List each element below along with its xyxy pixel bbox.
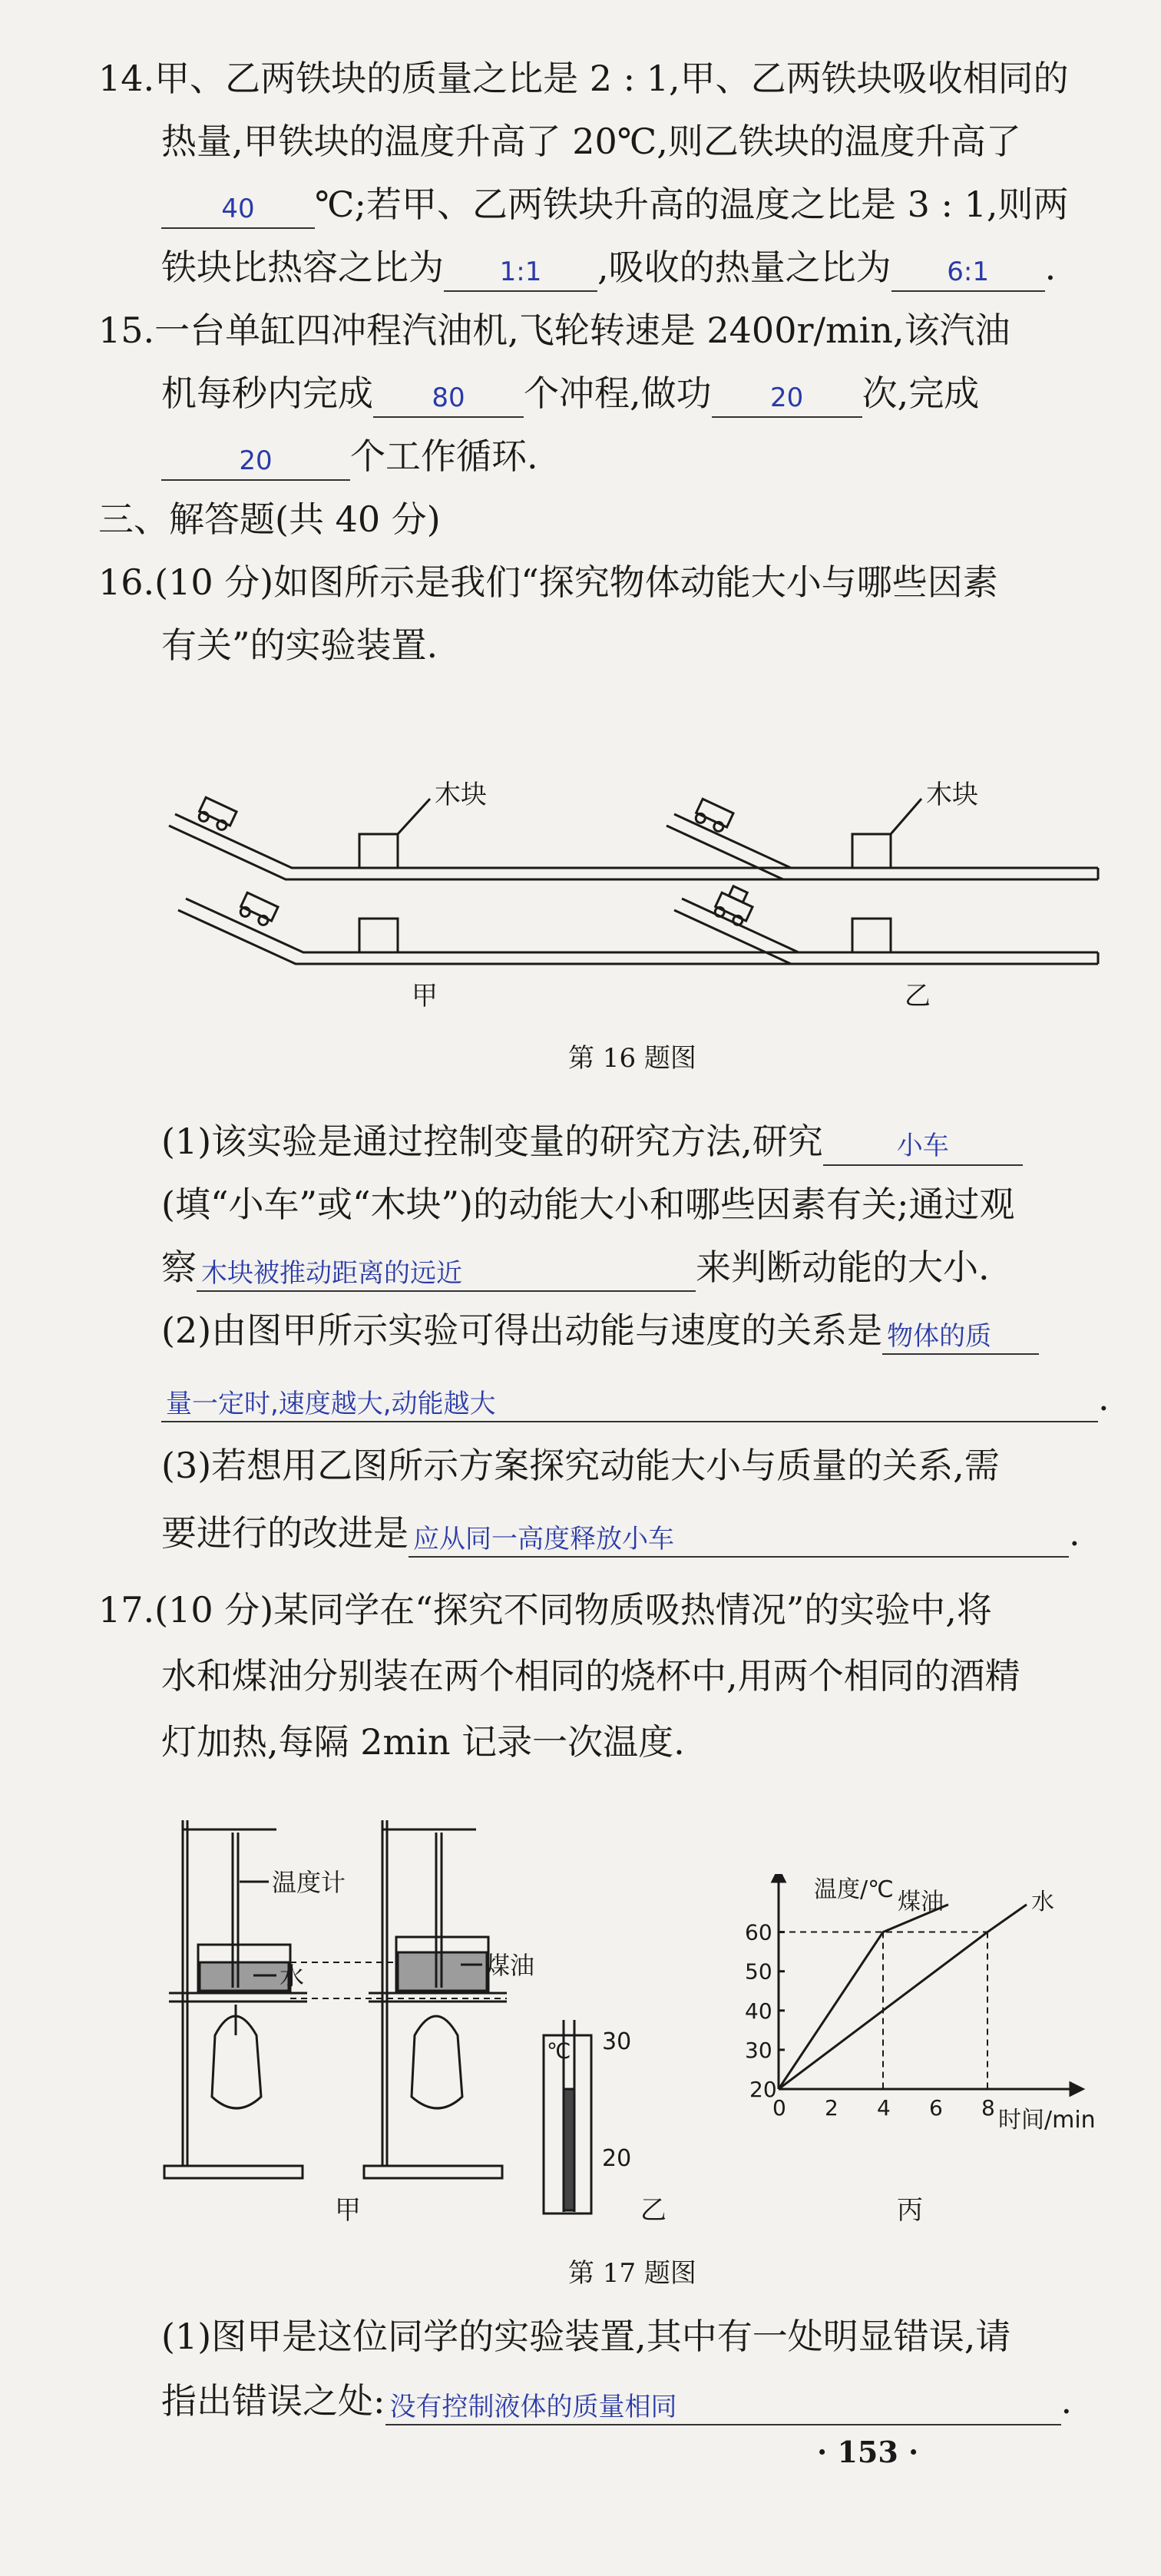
q14-text4c: . — [1044, 247, 1057, 288]
label-bing: 丙 — [897, 2195, 923, 2226]
label-block-1: 木块 — [435, 780, 487, 810]
y-tick-label: 40 — [745, 1998, 772, 2024]
label-yi: 乙 — [905, 981, 931, 1012]
q14-text1: 甲、乙两铁块的质量之比是 2 : 1,甲、乙两铁块吸收相同的 — [154, 58, 1069, 99]
y-axis-arrow — [772, 1874, 785, 1882]
q16-p1-line2: (填“小车”或“木块”)的动能大小和哪些因素有关;通过观 — [161, 1184, 1015, 1225]
q16-p1-text3b: 来判断动能的大小. — [696, 1247, 990, 1288]
series-label: 水 — [1031, 1888, 1054, 1915]
q17-line2: 水和煤油分别装在两个相同的烧杯中,用两个相同的酒精 — [161, 1655, 1020, 1697]
q15-line2 — [161, 369, 979, 418]
q16-p2-line1 — [161, 1306, 1039, 1355]
thermo-tick-20: 20 — [602, 2145, 632, 2172]
x-tick-label: 8 — [981, 2095, 995, 2121]
period: . — [1069, 1512, 1080, 1554]
answer-blank: 物体的质 — [882, 1312, 1039, 1355]
q16-p2-text: (2)由图甲所示实验可得出动能与速度的关系是 — [161, 1310, 883, 1351]
question-number: 14. — [98, 58, 155, 99]
question-number: 15. — [98, 310, 155, 351]
label-oil: 煤油 — [485, 1951, 535, 1980]
answer-blank: 应从同一高度释放小车 — [408, 1515, 1069, 1558]
x-axis-arrow — [1070, 2083, 1083, 2095]
answer-blank: 20 — [712, 373, 862, 418]
q17-text1: (10 分)某同学在“探究不同物质吸热情况”的实验中,将 — [154, 1589, 992, 1631]
q16-line2: 有关”的实验装置. — [161, 624, 438, 666]
temperature-chart — [745, 1874, 1098, 2151]
q16-p1-line1 — [161, 1117, 1023, 1166]
y-tick-label: 30 — [745, 2037, 772, 2063]
period: . — [1098, 1377, 1110, 1419]
chart-ylabel: 温度/℃ — [814, 1876, 894, 1903]
answer-blank: 40 — [161, 184, 315, 229]
section-heading: 三、解答题(共 40 分) — [98, 498, 441, 540]
answer-blank: 80 — [373, 373, 524, 418]
answer-blank: 20 — [161, 436, 350, 481]
label-thermometer: 温度计 — [272, 1868, 346, 1897]
q16-p1-line3 — [161, 1243, 990, 1292]
q17-p1-text: 指出错误之处: — [161, 2380, 385, 2422]
answer-blank: 1:1 — [444, 247, 597, 292]
q16-p1-text: (1)该实验是通过控制变量的研究方法,研究 — [161, 1121, 823, 1162]
y-tick-label: 50 — [745, 1958, 772, 1985]
answer-blank: 没有控制液体的质量相同 — [385, 2382, 1061, 2425]
thermo-unit: ℃ — [547, 2038, 571, 2064]
q16-line1 — [98, 558, 998, 607]
q14-text4a: 铁块比热容之比为 — [161, 247, 444, 288]
label-water: 水 — [280, 1962, 305, 1991]
q14-line1 — [98, 54, 1069, 103]
y-tick-label: 20 — [749, 2077, 777, 2102]
label-jia: 甲 — [335, 2195, 361, 2226]
q16-p3-text: 要进行的改进是 — [161, 1512, 408, 1554]
figure-17-caption: 第 17 题图 — [568, 2258, 696, 2289]
answer-blank: 小车 — [823, 1121, 1023, 1166]
q15-text1: 一台单缸四冲程汽油机,飞轮转速是 2400r/min,该汽油 — [154, 310, 1011, 351]
q16-p2-line2 — [161, 1373, 1110, 1422]
period: . — [1060, 2380, 1073, 2422]
q17-p1-line2 — [161, 2376, 1072, 2425]
q15-text3: 个工作循环. — [350, 435, 538, 477]
series-label: 煤油 — [898, 1888, 944, 1915]
q15-text2b: 个冲程,做功 — [524, 372, 712, 414]
label-block-2: 木块 — [926, 780, 978, 810]
figure-16 — [0, 760, 1152, 1021]
q16-p3-line1: (3)若想用乙图所示方案探究动能大小与质量的关系,需 — [161, 1445, 1000, 1486]
q15-line3 — [161, 432, 538, 481]
chart-xlabel: 时间/min — [998, 2107, 1096, 2134]
q14-line2: 热量,甲铁块的温度升高了 20℃,则乙铁块的温度升高了 — [161, 121, 1021, 162]
x-tick-label: 0 — [772, 2095, 786, 2121]
label-yi: 乙 — [640, 2195, 666, 2226]
question-number: 16. — [98, 561, 155, 603]
q15-text2a: 机每秒内完成 — [161, 372, 373, 414]
q15-text2c: 次,完成 — [862, 372, 980, 414]
q14-text4b: ,吸收的热量之比为 — [597, 247, 891, 288]
figure-16-caption: 第 16 题图 — [568, 1043, 696, 1074]
x-tick-label: 6 — [929, 2095, 943, 2121]
q14-line3 — [161, 180, 1068, 229]
q16-p3-line2 — [161, 1508, 1080, 1558]
q14-line4 — [161, 243, 1056, 292]
answer-blank: 6:1 — [891, 247, 1045, 292]
x-tick-label: 4 — [877, 2095, 891, 2121]
x-tick-label: 2 — [825, 2095, 838, 2121]
answer-blank: 木块被推动距离的远近 — [197, 1249, 696, 1292]
q17-p1-line1: (1)图甲是这位同学的实验装置,其中有一处明显错误,请 — [161, 2316, 1011, 2357]
answer-blank: 量一定时,速度越大,动能越大 — [161, 1379, 1098, 1422]
page-number: · 153 · — [817, 2435, 919, 2469]
q16-text1: (10 分)如图所示是我们“探究物体动能大小与哪些因素 — [154, 561, 998, 603]
question-number: 17. — [98, 1589, 155, 1631]
q14-text3: ℃;若甲、乙两铁块升高的温度之比是 3 : 1,则两 — [315, 184, 1069, 225]
q17-line3: 灯加热,每隔 2min 记录一次温度. — [161, 1721, 685, 1763]
thermo-tick-30: 30 — [602, 2028, 632, 2055]
q16-p1-text3: 察 — [161, 1247, 197, 1288]
q15-line1 — [98, 306, 1011, 355]
y-tick-label: 60 — [745, 1919, 772, 1945]
label-jia: 甲 — [412, 981, 438, 1012]
q17-line1 — [98, 1585, 992, 1634]
